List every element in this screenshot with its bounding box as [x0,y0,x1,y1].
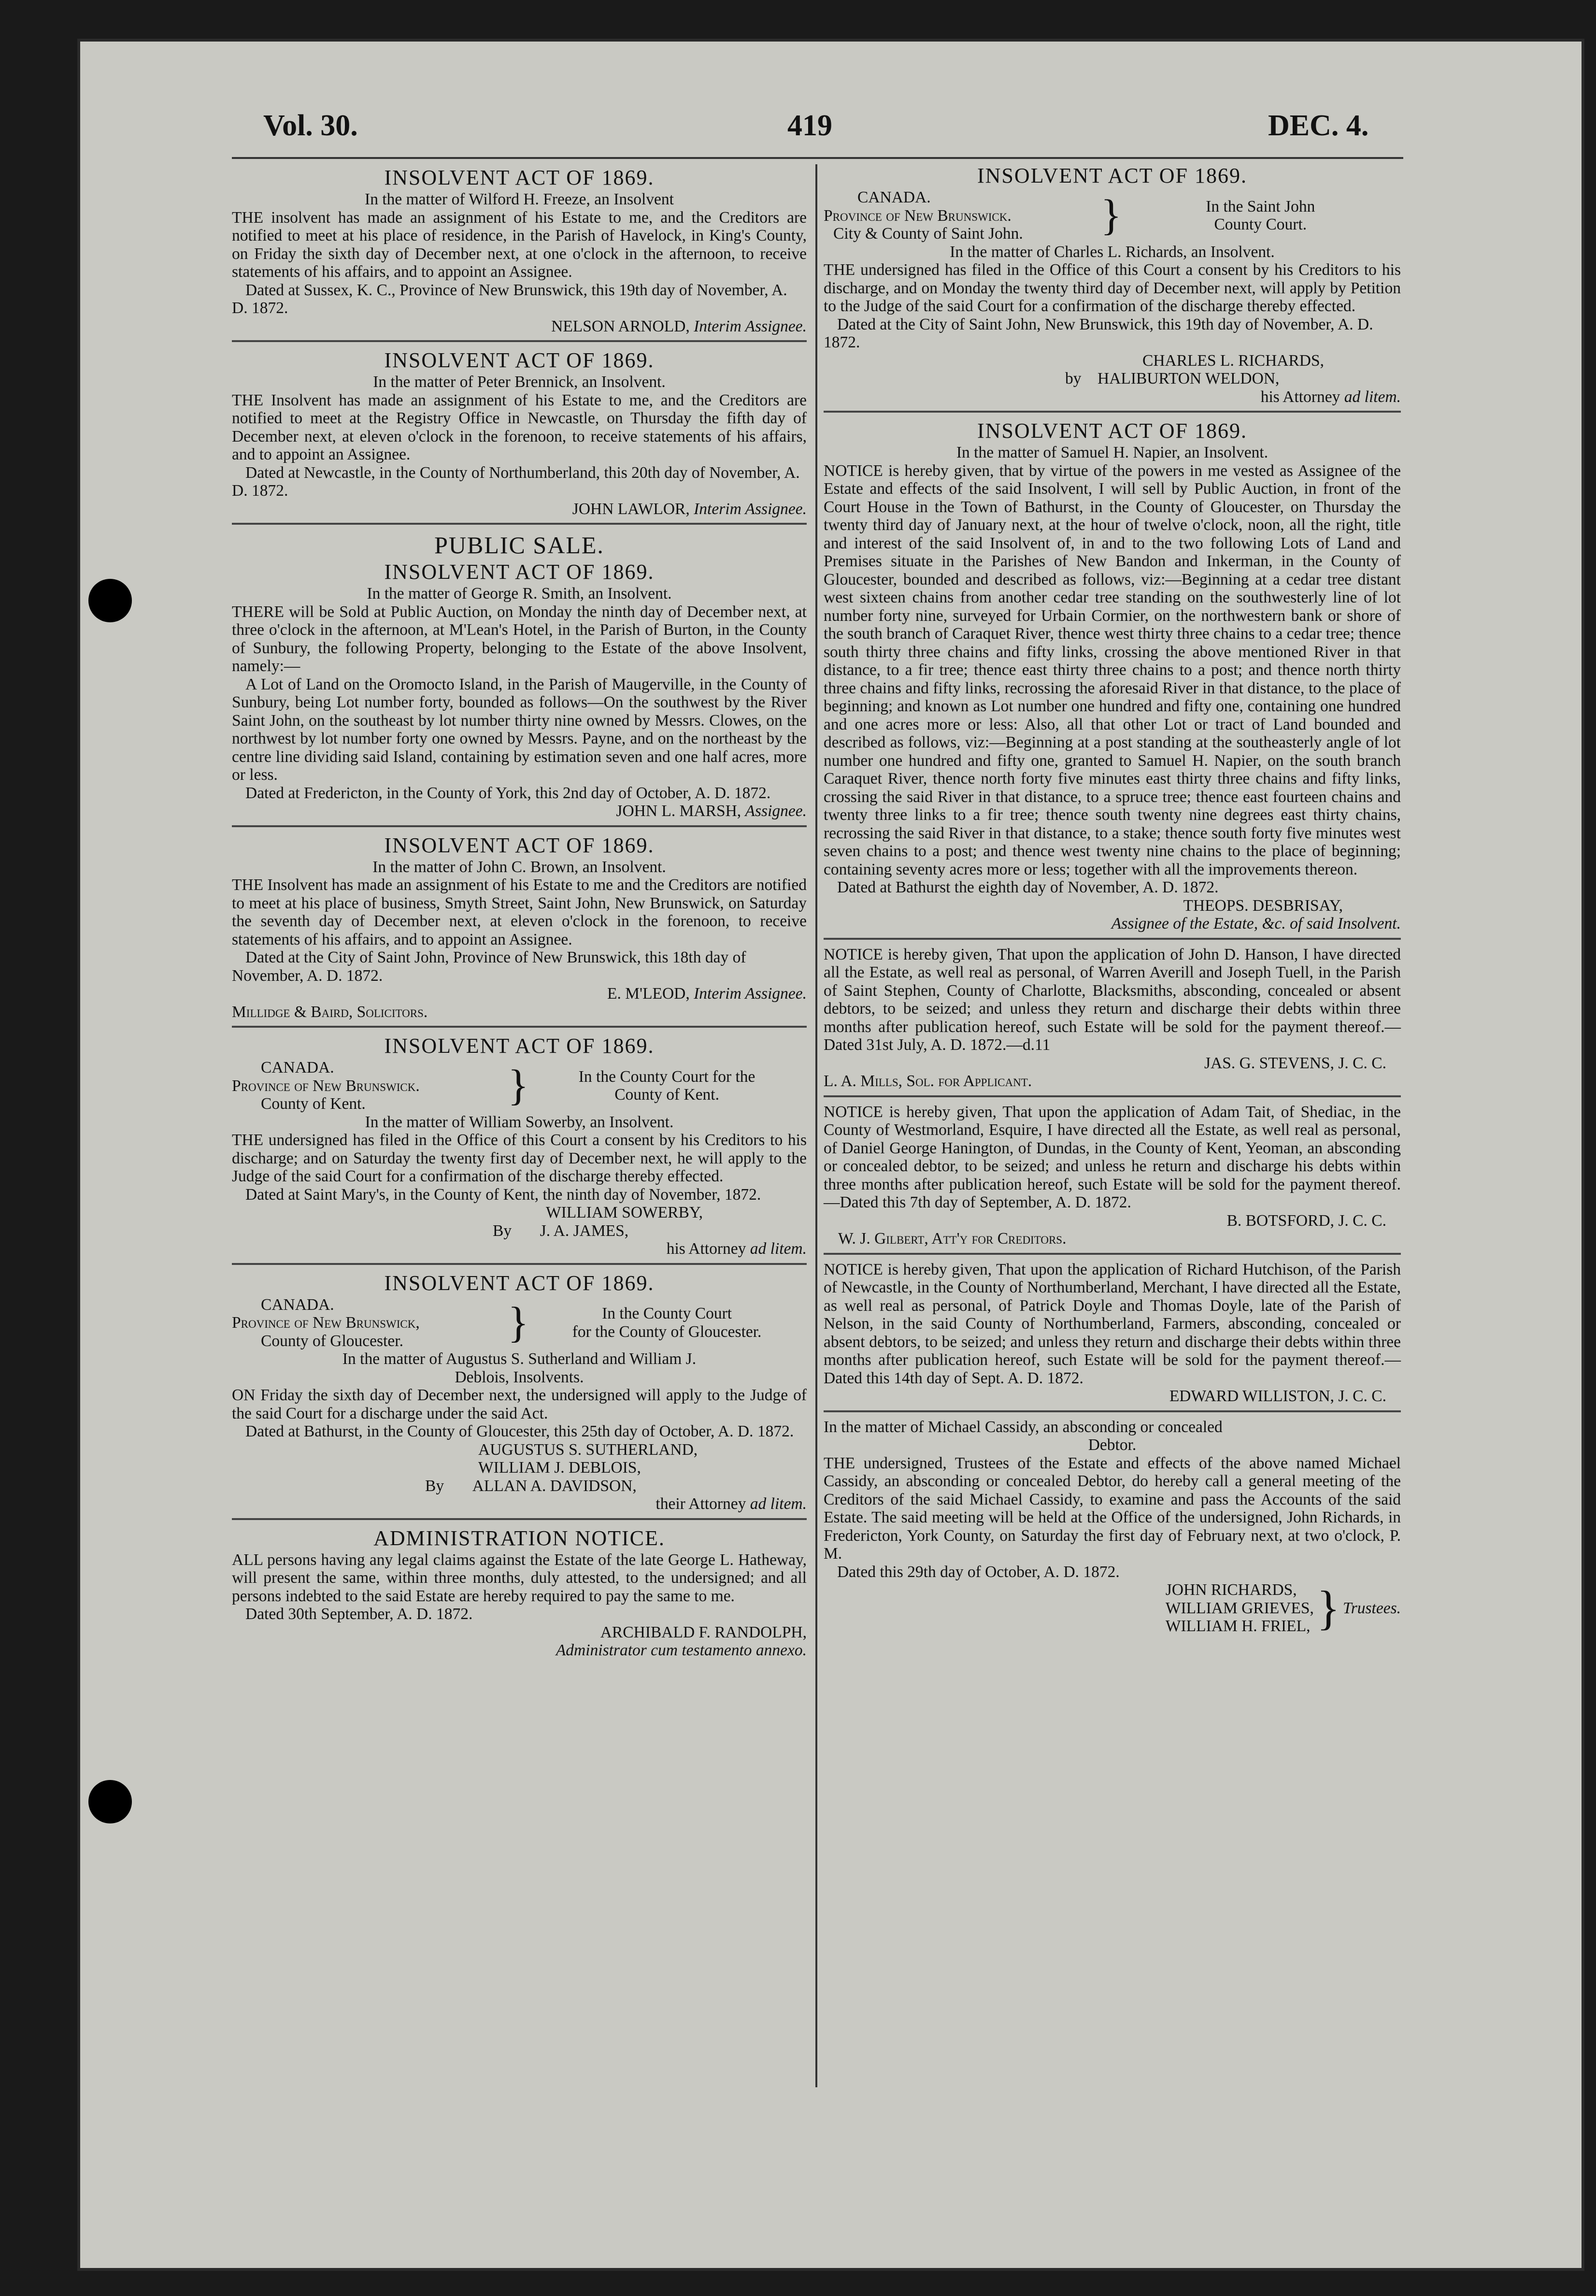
notice-dated: Dated 30th September, A. D. 1872. [245,1605,473,1623]
notice-title: INSOLVENT ACT OF 1869. [384,1271,655,1295]
notice-divider [824,411,1401,413]
notice-matter: In the matter of John C. Brown, an Insolvent. [372,858,666,876]
judge-signature: B. BOTSFORD, J. C. C. [1226,1211,1386,1230]
notice-matter-2: Deblois, Insolvents. [455,1368,584,1386]
attorney-label: his Attorney [666,1240,746,1258]
attorney-label: their Attorney [656,1495,746,1513]
court-heading [232,1059,807,1113]
notice-richards [824,163,1401,406]
brace-icon: } [508,1298,529,1347]
notice-divider [824,1095,1401,1097]
brace-icon: } [1316,1581,1340,1635]
notice-title: INSOLVENT ACT OF 1869. [977,164,1248,187]
public-sale-heading: PUBLIC SALE. [434,531,604,559]
court-name-2: County of Kent. [614,1086,719,1104]
signature-name: JOHN LAWLOR, [572,500,690,518]
notice-hanington [824,1103,1401,1248]
signature-line-2: J. A. JAMES, [540,1221,629,1240]
notice-averill-tuell [824,946,1401,1091]
brace-icon: } [508,1062,529,1110]
notice-body-lot: A Lot of Land on the Oromocto Island, in the Parish of Maugerville, in the County of Sunbury, being Lot number forty, bounded as follows—On the southwest by the River Saint John, on the southeast by lot number thirty nine owned by Messrs. Clowes, on the northwest by lot number forty one owned by Messrs. Payne, and on the northeast by the centre line dividing said Island, containing by estimation seven and one half acres, more or less. [232,675,807,784]
signature-name: NELSON ARNOLD, [551,317,690,335]
notice-dated: Dated at Saint Mary's, in the County of Kent, the ninth day of November, 1872. [245,1185,761,1204]
issue-date: DEC. 4. [1268,109,1369,142]
notice-divider [232,1518,807,1520]
signature-line-3: ALLAN A. DAVIDSON, [472,1477,637,1495]
notice-napier [824,418,1401,933]
signature-role: Assignee of the Estate, &c. of said Insolvent. [1111,915,1401,933]
notice-divider [824,1410,1401,1412]
notice-matter: In the matter of Peter Brennick, an Insolvent. [373,373,666,391]
notice-title: INSOLVENT ACT OF 1869. [384,560,655,584]
ad-litem: ad litem. [1344,387,1401,406]
signature-role: Interim Assignee. [694,500,807,518]
trustees-signature [824,1581,1401,1636]
notice-matter: In the matter of Wilford H. Freeze, an Insolvent [365,190,674,208]
signature-line-1: AUGUSTUS S. SUTHERLAND, [478,1440,698,1459]
notice-title: INSOLVENT ACT OF 1869. [384,166,655,189]
by-label: by [1065,370,1082,387]
notice-title: INSOLVENT ACT OF 1869. [384,1034,655,1058]
column-divider [815,164,817,2087]
notice-dated: Dated at Fredericton, in the County of York, this 2nd day of October, A. D. 1872. [245,784,771,802]
signature-line-2: WILLIAM J. DEBLOIS, [478,1459,641,1477]
notice-title: INSOLVENT ACT OF 1869. [977,419,1248,443]
notice-brennick [232,348,807,518]
country: CANADA. [261,1295,334,1314]
by-label: By [425,1477,444,1495]
notice-body: NOTICE is hereby given, That upon the application of Adam Tait, of Shediac, in the County of Westmorland, Esquire, I have directed all the Estate, as well real as personal, of Daniel George Hanington, of Dundas, in the County of Kent, Yeoman, an absconding or concealed debtor, to be seized; and unless he return and discharge his debts within three months after publication hereof, such Estate will be sold for the payment thereof.—Dated this 7th day of September, A. D. 1872. [824,1103,1401,1211]
court-heading [824,188,1401,243]
signature-line-2: HALIBURTON WELDON, [1097,370,1280,387]
notice-matter: In the matter of William Sowerby, an Insolvent. [365,1113,674,1131]
notice-matter: In the matter of Augustus S. Sutherland and William J. [342,1350,697,1368]
notice-divider [232,340,807,342]
court-name-1: In the County Court [602,1305,732,1323]
trustee-1: JOHN RICHARDS, [1165,1581,1297,1599]
court-name-2: County Court. [1214,215,1307,234]
left-column [232,165,807,1660]
attorney-label: his Attorney [1260,387,1340,406]
province: Province of New Brunswick, [232,1314,420,1332]
signature-name: ARCHIBALD F. RANDOLPH, [600,1623,807,1641]
volume-label: Vol. 30. [263,109,358,142]
judge-signature: JAS. G. STEVENS, J. C. C. [1204,1054,1386,1072]
solicitor: W. J. Gilbert, Att'y for Creditors. [838,1230,1067,1248]
notice-divider [824,1253,1401,1255]
notice-dated: Dated at the City of Saint John, Province of New Brunswick, this 18th day of November, A. D. 1872. [232,948,746,985]
signature-role: Administrator cum testamento annexo. [556,1641,807,1659]
notice-dated: Dated at Sussex, K. C., Province of New Brunswick, this 19th day of November, A. D. 1872. [232,281,787,317]
solicitors: Millidge & Baird, Solicitors. [232,1003,428,1021]
notice-divider [232,1263,807,1265]
court-name-1: In the County Court for the [578,1067,755,1086]
notice-matter: In the matter of George R. Smith, an Insolvent. [367,585,672,603]
notice-dated: Dated this 29th day of October, A. D. 1872. [837,1563,1120,1581]
notice-matter: In the matter of Charles L. Richards, an Insolvent. [950,243,1275,261]
signature-line-1: CHARLES L. RICHARDS, [1142,351,1324,370]
punch-hole-bottom [88,1780,132,1823]
notice-body: THE undersigned, Trustees of the Estate and effects of the above named Michael Cassidy, an absconding or concealed Debtor, do hereby call a general meeting of the Creditors of the said Michael Cassidy, to examine and pass the Accounts of the said Estate. The said meeting will be held at the Office of the undersigned, John Richards, in Fredericton, York County, on Saturday the first day of February next, at two o'clock, P. M. [824,1454,1401,1563]
notice-title: ADMINISTRATION NOTICE. [373,1526,665,1550]
trustee-2: WILLIAM GRIEVES, [1165,1599,1314,1617]
notice-body: THE undersigned has filed in the Office of this Court a consent by his Creditors to his discharge; and on Saturday the twenty first day of December next, he will apply to the Judge of the said Court for a confirmation of the discharge thereby effected. [232,1131,807,1185]
trustee-3: WILLIAM H. FRIEL, [1165,1617,1311,1635]
notice-sutherland [232,1271,807,1513]
county: City & County of Saint John. [833,225,1023,243]
notice-dated: Dated at Bathurst the eighth day of November, A. D. 1872. [837,878,1219,896]
notice-title: INSOLVENT ACT OF 1869. [384,833,655,857]
notice-divider [824,938,1401,940]
notice-matter-2: Debtor. [1088,1436,1137,1454]
notice-title: INSOLVENT ACT OF 1869. [384,348,655,372]
signature-line-1: WILLIAM SOWERBY, [546,1204,703,1221]
court-name-2: for the County of Gloucester. [572,1322,762,1341]
notice-body: THE Insolvent has made an assignment of his Estate to me, and the Creditors are notified to meet at the Registry Office in Newcastle, on Thursday the fifth day of December next, at eleven o'clock in the forenoon, to receive statements of his affairs, and to appoint an Assignee. [232,391,807,463]
notice-body: NOTICE is hereby given, that by virtue of the powers in me vested as Assignee of the Estate and effects of the said Insolvent, I will sell by Public Auction, in front of the Court House in the Town of Bathurst, in the County of Gloucester, on Thursday the twenty third day of January next, at the hour of twelve o'clock, noon, all the right, title and interest of the said Insolvent of, in and to the two following Lots of Land and Premises situate in the Parishes of New Bandon and Inkerman, in the County of Gloucester, bounded and described as follows, viz:—Beginning at a cedar tree distant west sixteen chains from another cedar tree standing on the southwesterly line of lot number forty nine, surveyed for Urbain Cormier, on the northwestern bank or shore of the south branch of Caraquet River, thence west thirty three chains to a cedar tree; thence south thirty three chains and fifty links, crossing the above mentioned River in that distance, to a fir tree; thence east thirty three chains to a post; and thence north thirty three chains and fifty links, recrossing the aforesaid River in that distance, to the place of beginning; and known as Lot number one hundred and fifty one, containing one hundred and one acres more or less: Also, all that other Lot or tract of Land bounded and described as follows, viz:—Beginning at a post standing at the southeasterly angle of lot number one hundred and fifty one, granted to Samuel H. Napier, on the south branch Caraquet River, thence north forty five minutes east thirty three chains and fifty links, crossing the said River in that distance, to a spruce tree; thence east fourteen chains and twenty three links to a fir tree; thence south twenty nine degrees east thirty chains, recrossing the said River in that distance, to a stake; thence south forty five minutes west seven chains to a post; and thence west twenty nine chains to the place of beginning; containing seventy acres more or less; together with all the improvements thereon. [824,461,1401,878]
province: Province of New Brunswick. [232,1076,420,1095]
notice-divider [232,523,807,525]
notice-smith [232,531,807,820]
signature-role: Interim Assignee. [694,317,807,335]
notice-body: NOTICE is hereby given, That upon the application of John D. Hanson, I have directed all the Estate, as well real as personal, of Warren Averill and Joseph Tuell, in the Parish of Saint Stephen, County of Charlotte, Blacksmiths, absconding, concealed or absent debtors, to be seized; and unless they return and discharge their debts within three months after publication hereof, such Estate will be sold for the payment thereof.—Dated 31st July, A. D. 1872.—d.11 [824,945,1401,1054]
notice-body: THERE will be Sold at Public Auction, on Monday the ninth day of December next, at three o'clock in the afternoon, at M'Lean's Hotel, in the Parish of Burton, in the County of Sunbury, the following Property, belonging to the Estate of the above Insolvent, namely:— [232,603,807,675]
notice-dated: Dated at the City of Saint John, New Brunswick, this 19th day of November, A. D. 1872. [824,315,1373,351]
signature-role: Assignee. [745,802,807,820]
notice-divider [232,1026,807,1028]
signature-name: E. M'LEOD, [607,985,690,1003]
notice-divider [232,825,807,827]
notice-body: THE insolvent has made an assignment of his Estate to me, and the Creditors are notified to meet at his place of residence, in the Parish of Havelock, in King's County, on Friday the sixth day of December next, at one o'clock in the afternoon, to receive statements of his affairs, and to appoint an Assignee. [232,208,807,281]
province: Province of New Brunswick. [824,206,1012,225]
judge-signature: EDWARD WILLISTON, J. C. C. [1169,1387,1386,1405]
solicitor: L. A. Mills, Sol. for Applicant. [824,1072,1032,1090]
page-number: 419 [787,109,832,142]
notice-dated: Dated at Newcastle, in the County of Northumberland, this 20th day of November, A. D. 1872. [232,463,800,500]
punch-hole-top [88,579,132,622]
brace-icon: } [1100,191,1122,240]
country: CANADA. [857,188,931,206]
notice-cassidy [824,1418,1401,1636]
signature-name: THEOPS. DESBRISAY, [1183,896,1343,915]
notice-administration [232,1526,807,1660]
notice-matter: In the matter of Samuel H. Napier, an Insolvent. [956,444,1268,461]
country: CANADA. [261,1059,334,1076]
right-column [824,163,1401,1636]
notice-brown [232,833,807,1021]
county: County of Kent. [261,1095,366,1113]
notice-sowerby [232,1033,807,1258]
court-heading [232,1296,807,1350]
ad-litem: ad litem. [750,1495,807,1513]
county: County of Gloucester. [261,1332,403,1350]
notice-body: THE undersigned has filed in the Office of this Court a consent by his Creditors to his discharge, and on Monday the twenty third day of December next, will apply by Petition to the Judge of the said Court for a confirmation of the discharge thereby effected. [824,261,1401,315]
signature-name: JOHN L. MARSH, [616,802,741,820]
notice-matter: In the matter of Michael Cassidy, an absconding or concealed [824,1418,1223,1436]
notice-dated: Dated at Bathurst, in the County of Gloucester, this 25th day of October, A. D. 1872. [245,1422,794,1440]
court-name-1: In the Saint John [1206,197,1315,215]
notice-body: ON Friday the sixth day of December next, the undersigned will apply to the Judge of the said Court for a discharge under the said Act. [232,1386,807,1422]
notice-freeze [232,165,807,335]
notice-body: NOTICE is hereby given, That upon the application of Richard Hutchison, of the Parish of Newcastle, in the County of Northumberland, Merchant, I have directed all the Estate, as well real as personal, of Patrick Doyle and Thomas Doyle, late of the Parish of Nelson, in the said County of Northumberland, Farmers, absconding, concealed or absent debtors, to be seized; and unless they return and discharge their debts within three months after publication hereof, such Estate will be sold for the payment thereof.—Dated this 14th day of Sept. A. D. 1872. [824,1260,1401,1387]
notice-body: THE Insolvent has made an assignment of his Estate to me and the Creditors are notified to meet at his place of business, Smyth Street, Saint John, New Brunswick, on Saturday the seventh day of December next, at eleven o'clock in the forenoon, to receive statements of his affairs, and to appoint an Assignee. [232,876,807,948]
header-rule [232,157,1403,159]
notice-doyle [824,1261,1401,1406]
by-label: By [493,1221,512,1240]
ad-litem: ad litem. [750,1240,807,1258]
signature-role: Interim Assignee. [694,985,807,1003]
notice-body: ALL persons having any legal claims against the Estate of the late George L. Hatheway, will present the same, within three months, duly attested, to the undersigned; and all persons indebted to the said Estate are hereby required to pay the same to me. [232,1550,807,1605]
trustees-label: Trustees. [1342,1599,1401,1617]
